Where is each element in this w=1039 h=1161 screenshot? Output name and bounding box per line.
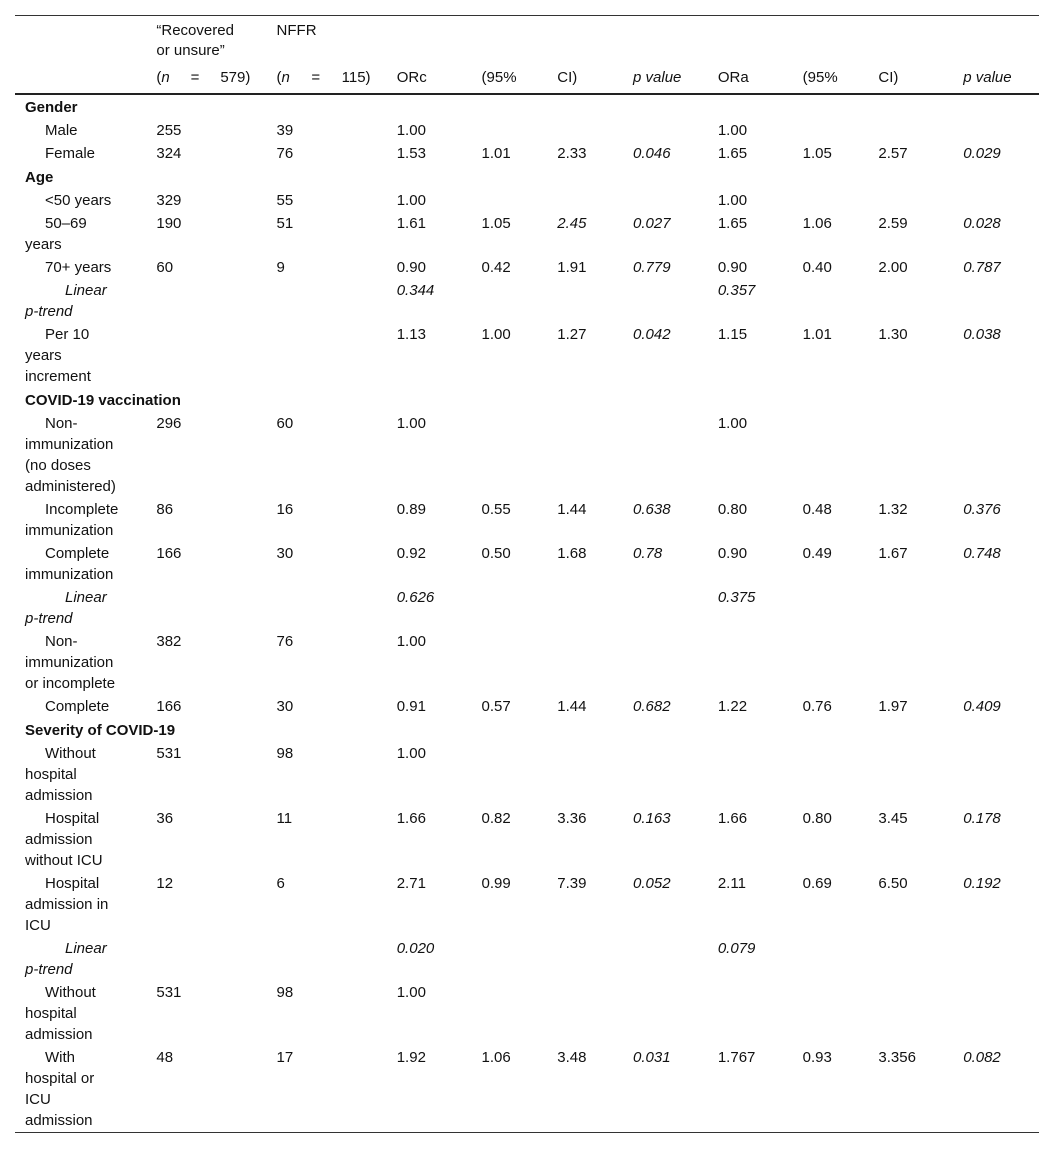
row-label: Linear p-trend: [25, 589, 107, 627]
orc-ci-upper: 1.68: [557, 545, 587, 562]
ora-p-value: 0.082: [963, 1049, 1001, 1066]
col-nffr-header: NFFR: [276, 22, 317, 39]
ora-p-value: 0.787: [963, 259, 1001, 276]
col-recovered-header: “Recovered or unsure”: [156, 22, 234, 59]
orc-value: 1.00: [396, 122, 426, 139]
orc-value: 1.00: [396, 633, 426, 650]
ora-ci-lower: 0.76: [802, 698, 832, 715]
orc-p-value: [633, 937, 718, 981]
orc-p-value: 0.638: [633, 501, 671, 518]
section-label: Severity of COVID-19: [25, 722, 176, 739]
ora-ci-lower: [803, 937, 879, 981]
ora-ci-lower: 1.01: [802, 326, 832, 343]
recovered-count: 166: [156, 698, 182, 715]
recovered-count: 190: [156, 215, 182, 232]
nffr-count: 76: [276, 633, 294, 650]
nffr-count: 76: [276, 145, 294, 162]
ora-p-value: [963, 412, 1039, 498]
row-label: With hospital or ICU admission: [25, 1049, 95, 1129]
orc-ci-upper: [557, 586, 633, 630]
orc-value: 1.53: [396, 145, 426, 162]
trend-row: [15, 937, 1039, 981]
ora-ci-lower: [803, 586, 879, 630]
ora-ci-lower: 0.49: [802, 545, 832, 562]
ora-p-value: [963, 119, 1039, 142]
ora-p-value: [963, 742, 1039, 807]
ora-ci-upper: 1.30: [878, 326, 908, 343]
orc-value: 0.90: [396, 259, 426, 276]
table-row: [15, 323, 1039, 388]
orc-p-value: 0.027: [633, 215, 671, 232]
orc-ci-upper: 2.45: [557, 215, 587, 232]
orc-p-header: p value: [633, 69, 682, 86]
ora-ci-upper: [878, 981, 963, 1046]
nffr-count: 16: [276, 501, 294, 518]
table-row: [15, 412, 1039, 498]
ora-value: 0.90: [717, 545, 748, 562]
recovered-count: 531: [156, 984, 182, 1001]
row-label: Hospital admission in ICU: [25, 875, 109, 934]
ora-ci-upper: [878, 742, 963, 807]
recovered-count: 329: [156, 192, 182, 209]
orc-ci-lower: [482, 937, 558, 981]
section-header-row: [15, 718, 1039, 742]
orc-ci-lower: [482, 412, 558, 498]
orc-p-value: [633, 630, 718, 695]
nffr-count: 30: [276, 545, 294, 562]
row-label: <50 years: [45, 192, 112, 209]
orc-p-value: [633, 742, 718, 807]
table-row: [15, 695, 1039, 718]
table-body: [15, 94, 1039, 1133]
ora-ci-lower: [803, 119, 879, 142]
orc-ci-upper: 2.33: [557, 145, 587, 162]
row-label: Linear p-trend: [25, 282, 107, 320]
orc-ci-upper: [557, 412, 633, 498]
orc-ci-lower: 0.57: [481, 698, 511, 715]
ora-value: 1.00: [717, 415, 748, 432]
table-row: [15, 212, 1039, 256]
row-label: Hospital admission without ICU: [25, 810, 103, 869]
table-row: [15, 1046, 1039, 1133]
orc-p-value: 0.052: [633, 875, 671, 892]
ora-ci-upper: 2.57: [878, 145, 908, 162]
orc-header: ORc: [396, 69, 427, 86]
ora-p-value: 0.192: [963, 875, 1001, 892]
ora-value: 1.00: [717, 122, 748, 139]
row-label: Per 10 years increment: [25, 326, 91, 385]
table-row: [15, 981, 1039, 1046]
nffr-count: [277, 323, 397, 388]
section-label: Gender: [25, 99, 78, 116]
orc-ci-lower: [482, 189, 558, 212]
ora-p-value: 0.038: [963, 326, 1001, 343]
table-header: [15, 16, 1039, 95]
table-row: [15, 189, 1039, 212]
orc-ci-lower: 1.06: [481, 1049, 511, 1066]
ora-value: 0.357: [717, 282, 756, 299]
orc-ci-upper: 1.44: [557, 501, 587, 518]
recovered-count: [156, 586, 276, 630]
ora-p-value: 0.376: [963, 501, 1001, 518]
orc-ci-lower: [482, 119, 558, 142]
ora-p-value: 0.178: [963, 810, 1001, 827]
orc-ci-upper: 7.39: [557, 875, 587, 892]
recovered-count: [156, 323, 276, 388]
ora-ci-lower: [803, 742, 879, 807]
ora-ci-lower: [803, 279, 879, 323]
recovered-count: 255: [156, 122, 182, 139]
nffr-count: 9: [276, 259, 285, 276]
table-row: [15, 807, 1039, 872]
row-label: Complete immunization: [25, 545, 114, 583]
recovered-count: [156, 937, 276, 981]
nffr-count: [277, 586, 397, 630]
orc-ci-upper: [557, 937, 633, 981]
nffr-count: 39: [276, 122, 294, 139]
table-row: [15, 872, 1039, 937]
ora-value: 1.22: [717, 698, 748, 715]
results-table: [15, 15, 1039, 1133]
ora-ci-lower: 0.69: [802, 875, 832, 892]
ora-p-value: [963, 586, 1039, 630]
ora-value: 1.66: [717, 810, 748, 827]
ora-ci-lower: [803, 981, 879, 1046]
ora-p-value: 0.029: [963, 145, 1001, 162]
ora-ci-upper: 6.50: [878, 875, 908, 892]
orc-ci-upper: 1.27: [557, 326, 587, 343]
row-label: Non- immunization or incomplete: [25, 633, 116, 692]
ora-ci-upper: 3.45: [878, 810, 908, 827]
ora-ci-upper: 3.356: [878, 1049, 916, 1066]
orc-value: 0.89: [396, 501, 426, 518]
ora-ci-upper: 1.32: [878, 501, 908, 518]
row-label: 70+ years: [45, 259, 112, 276]
orc-ci-lower: 1.05: [481, 215, 511, 232]
orc-value: 1.61: [396, 215, 426, 232]
recovered-count: 296: [156, 415, 182, 432]
row-label: Linear p-trend: [25, 940, 107, 978]
recovered-count: 36: [156, 810, 174, 827]
row-label: Without hospital admission: [25, 745, 96, 804]
ora-ci-lower: 1.05: [802, 145, 832, 162]
row-label: Complete: [45, 698, 110, 715]
ora-p-value: 0.409: [963, 698, 1001, 715]
ora-ci-lower: 0.93: [802, 1049, 832, 1066]
orc-p-value: [633, 412, 718, 498]
orc-ci-lower: [482, 742, 558, 807]
orc-ci-lower: 0.82: [481, 810, 511, 827]
recovered-count: [156, 279, 276, 323]
recovered-count: 324: [156, 145, 182, 162]
table-row: [15, 630, 1039, 695]
orc-ci-lower: 0.99: [481, 875, 511, 892]
orc-p-value: [633, 981, 718, 1046]
table-row: [15, 119, 1039, 142]
orc-ci-close-header: CI): [557, 69, 578, 86]
n-nffr: (n = 115): [276, 69, 371, 86]
orc-ci-lower: [482, 586, 558, 630]
trend-row: [15, 586, 1039, 630]
orc-ci-lower: 1.01: [481, 145, 511, 162]
ora-ci-upper: [878, 937, 963, 981]
ora-p-header: p value: [963, 69, 1012, 86]
nffr-count: 30: [276, 698, 294, 715]
recovered-count: 166: [156, 545, 182, 562]
ora-ci-open-header: (95%: [802, 69, 838, 86]
recovered-count: 12: [156, 875, 174, 892]
orc-p-value: 0.779: [633, 259, 671, 276]
ora-p-value: 0.028: [963, 215, 1001, 232]
nffr-count: 98: [276, 745, 294, 762]
ora-ci-upper: [878, 630, 963, 695]
orc-ci-upper: 3.48: [557, 1049, 587, 1066]
recovered-count: 86: [156, 501, 174, 518]
nffr-count: 6: [276, 875, 285, 892]
orc-ci-upper: 3.36: [557, 810, 587, 827]
orc-p-value: [633, 189, 718, 212]
ora-ci-upper: [878, 119, 963, 142]
orc-ci-upper: [557, 981, 633, 1046]
row-label: Incomplete immunization: [25, 501, 119, 539]
orc-p-value: 0.031: [633, 1049, 671, 1066]
ora-ci-close-header: CI): [878, 69, 899, 86]
section-label: Age: [25, 169, 54, 186]
row-label: Non- immunization (no doses administered): [25, 415, 116, 495]
nffr-count: [277, 279, 397, 323]
orc-ci-upper: [557, 630, 633, 695]
ora-ci-upper: [878, 279, 963, 323]
ora-value: 0.80: [717, 501, 748, 518]
row-label: Female: [45, 145, 96, 162]
ora-value: 1.65: [717, 215, 748, 232]
ora-ci-upper: [878, 189, 963, 212]
section-header-row: [15, 94, 1039, 119]
orc-ci-open-header: (95%: [481, 69, 517, 86]
orc-p-value: [633, 119, 718, 142]
row-label: Without hospital admission: [25, 984, 96, 1043]
ora-ci-upper: 1.67: [878, 545, 908, 562]
recovered-count: 382: [156, 633, 182, 650]
orc-value: 2.71: [396, 875, 426, 892]
ora-value: 0.375: [717, 589, 756, 606]
orc-ci-upper: [557, 119, 633, 142]
orc-p-value: [633, 586, 718, 630]
ora-value: 1.767: [717, 1049, 756, 1066]
section-header-row: [15, 165, 1039, 189]
orc-value: 1.92: [396, 1049, 426, 1066]
recovered-count: 48: [156, 1049, 174, 1066]
section-label: COVID-19 vaccination: [25, 392, 181, 409]
orc-ci-upper: [557, 279, 633, 323]
orc-value: 0.020: [396, 940, 435, 957]
ora-p-value: [963, 981, 1039, 1046]
orc-p-value: 0.163: [633, 810, 671, 827]
orc-value: 1.00: [396, 984, 426, 1001]
ora-value: [718, 742, 803, 807]
nffr-count: 51: [276, 215, 294, 232]
n-recovered: (n = 579): [156, 69, 251, 86]
ora-p-value: [963, 937, 1039, 981]
orc-ci-lower: 0.50: [481, 545, 511, 562]
ora-value: [718, 630, 803, 695]
table-row: [15, 742, 1039, 807]
ora-p-value: [963, 189, 1039, 212]
ora-value: 2.11: [717, 875, 746, 892]
orc-ci-lower: [482, 981, 558, 1046]
ora-ci-lower: [803, 630, 879, 695]
orc-ci-lower: [482, 630, 558, 695]
ora-ci-lower: 0.80: [802, 810, 832, 827]
orc-ci-upper: 1.91: [557, 259, 587, 276]
orc-p-value: 0.682: [633, 698, 671, 715]
row-label: Male: [45, 122, 78, 139]
table-row: [15, 142, 1039, 165]
orc-p-value: 0.042: [633, 326, 671, 343]
ora-header: ORa: [717, 69, 749, 86]
table-row: [15, 256, 1039, 279]
table-row: [15, 498, 1039, 542]
orc-p-value: 0.046: [633, 145, 671, 162]
orc-ci-lower: [482, 279, 558, 323]
orc-ci-lower: 1.00: [481, 326, 511, 343]
orc-value: 1.66: [396, 810, 426, 827]
nffr-count: 60: [276, 415, 294, 432]
table-row: [15, 542, 1039, 586]
ora-ci-lower: [803, 412, 879, 498]
ora-value: [718, 981, 803, 1046]
ora-value: 1.65: [717, 145, 748, 162]
trend-row: [15, 279, 1039, 323]
orc-value: 0.91: [396, 698, 426, 715]
orc-value: 0.626: [396, 589, 435, 606]
orc-ci-upper: [557, 189, 633, 212]
orc-p-value: [633, 279, 718, 323]
nffr-count: 55: [276, 192, 294, 209]
orc-p-value: 0.78: [633, 545, 663, 562]
section-header-row: [15, 388, 1039, 412]
orc-value: 1.00: [396, 415, 426, 432]
nffr-count: 11: [276, 810, 293, 827]
ora-ci-upper: [878, 586, 963, 630]
orc-value: 1.00: [396, 745, 426, 762]
orc-ci-upper: [557, 742, 633, 807]
nffr-count: 17: [276, 1049, 294, 1066]
ora-ci-lower: 1.06: [802, 215, 832, 232]
ora-p-value: [963, 279, 1039, 323]
nffr-count: [277, 937, 397, 981]
orc-value: 1.13: [396, 326, 426, 343]
orc-value: 0.344: [396, 282, 435, 299]
orc-ci-lower: 0.55: [481, 501, 511, 518]
ora-ci-lower: 0.48: [802, 501, 832, 518]
ora-value: 0.079: [717, 940, 756, 957]
orc-ci-lower: 0.42: [481, 259, 511, 276]
ora-value: 1.00: [717, 192, 748, 209]
row-label: 50–69 years: [25, 215, 87, 253]
ora-p-value: 0.748: [963, 545, 1001, 562]
ora-value: 0.90: [717, 259, 748, 276]
ora-ci-lower: 0.40: [802, 259, 832, 276]
nffr-count: 98: [276, 984, 294, 1001]
ora-ci-upper: 2.59: [878, 215, 908, 232]
ora-ci-upper: [878, 412, 963, 498]
ora-value: 1.15: [717, 326, 748, 343]
orc-value: 0.92: [396, 545, 426, 562]
ora-ci-lower: [803, 189, 879, 212]
ora-ci-upper: 1.97: [878, 698, 908, 715]
recovered-count: 531: [156, 745, 182, 762]
ora-p-value: [963, 630, 1039, 695]
recovered-count: 60: [156, 259, 174, 276]
ora-ci-upper: 2.00: [878, 259, 908, 276]
orc-value: 1.00: [396, 192, 426, 209]
orc-ci-upper: 1.44: [557, 698, 587, 715]
